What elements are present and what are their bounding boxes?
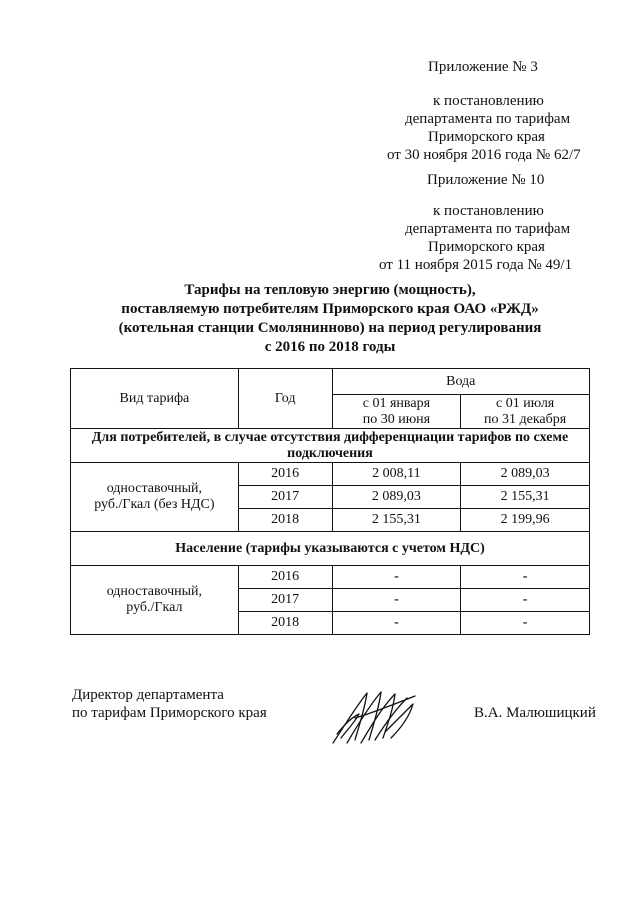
appendix-3-line-1: к постановлению [433,93,544,109]
cell-period-2: - [461,589,590,612]
title-line-1: Тарифы на тепловую энергию (мощность), [184,282,476,298]
appendix-3-line-3: Приморского края [428,129,545,145]
cell-year: 2016 [238,566,332,589]
cell-period-1: - [332,589,461,612]
header-tariff-type: Вид тарифа [71,369,239,429]
appendix-10-title: Приложение № 10 [427,172,545,188]
cell-period-1: 2 089,03 [332,486,461,509]
header-period-1: с 01 января по 30 июня [332,395,461,429]
section-2-title: Население (тарифы указываются с учетом НДС) [71,532,590,566]
appendix-3-title: Приложение № 3 [428,59,538,75]
cell-period-1: - [332,612,461,635]
appendix-3-line-4: от 30 ноября 2016 года № 62/7 [387,147,581,163]
cell-period-2: 2 199,96 [461,509,590,532]
cell-year: 2017 [238,589,332,612]
cell-year: 2016 [238,463,332,486]
document-title [70,281,590,357]
cell-year: 2017 [238,486,332,509]
tariff-table [70,368,590,635]
handwritten-signature [325,688,420,748]
cell-period-2: 2 155,31 [461,486,590,509]
cell-period-2: 2 089,03 [461,463,590,486]
cell-period-1: 2 008,11 [332,463,461,486]
cell-year: 2018 [238,612,332,635]
signer-position-line-2: по тарифам Приморского края [72,705,267,721]
cell-period-2: - [461,566,590,589]
cell-period-1: 2 155,31 [332,509,461,532]
table-row [71,463,590,486]
header-year: Год [238,369,332,429]
cell-period-2: - [461,612,590,635]
appendix-10-line-4: от 11 ноября 2015 года № 49/1 [379,257,573,273]
section-2-tariff-label: одноставочный, руб./Гкал [71,566,239,635]
cell-period-1: - [332,566,461,589]
title-line-3: (котельная станции Смолянинново) на период регулирования [118,320,542,336]
title-line-4: с 2016 по 2018 годы [264,339,396,355]
appendix-10-line-3: Приморского края [428,239,545,255]
header-water: Вода [332,369,589,395]
appendix-3-line-2: департамента по тарифам [405,111,571,127]
signer-position-line-1: Директор департамента [72,687,224,703]
appendix-10-line-2: департамента по тарифам [405,221,571,237]
appendix-10-line-1: к постановлению [433,203,544,219]
section-1-tariff-label: одноставочный, руб./Гкал (без НДС) [71,463,239,532]
cell-year: 2018 [238,509,332,532]
signer-name: В.А. Малюшицкий [474,705,596,721]
section-1-title: Для потребителей, в случае отсутствия дифференциации тарифов по схеме подключения [71,429,590,463]
table-row [71,566,590,589]
title-line-2: поставляемую потребителям Приморского края ОАО «РЖД» [121,301,539,317]
header-period-2: с 01 июля по 31 декабря [461,395,590,429]
